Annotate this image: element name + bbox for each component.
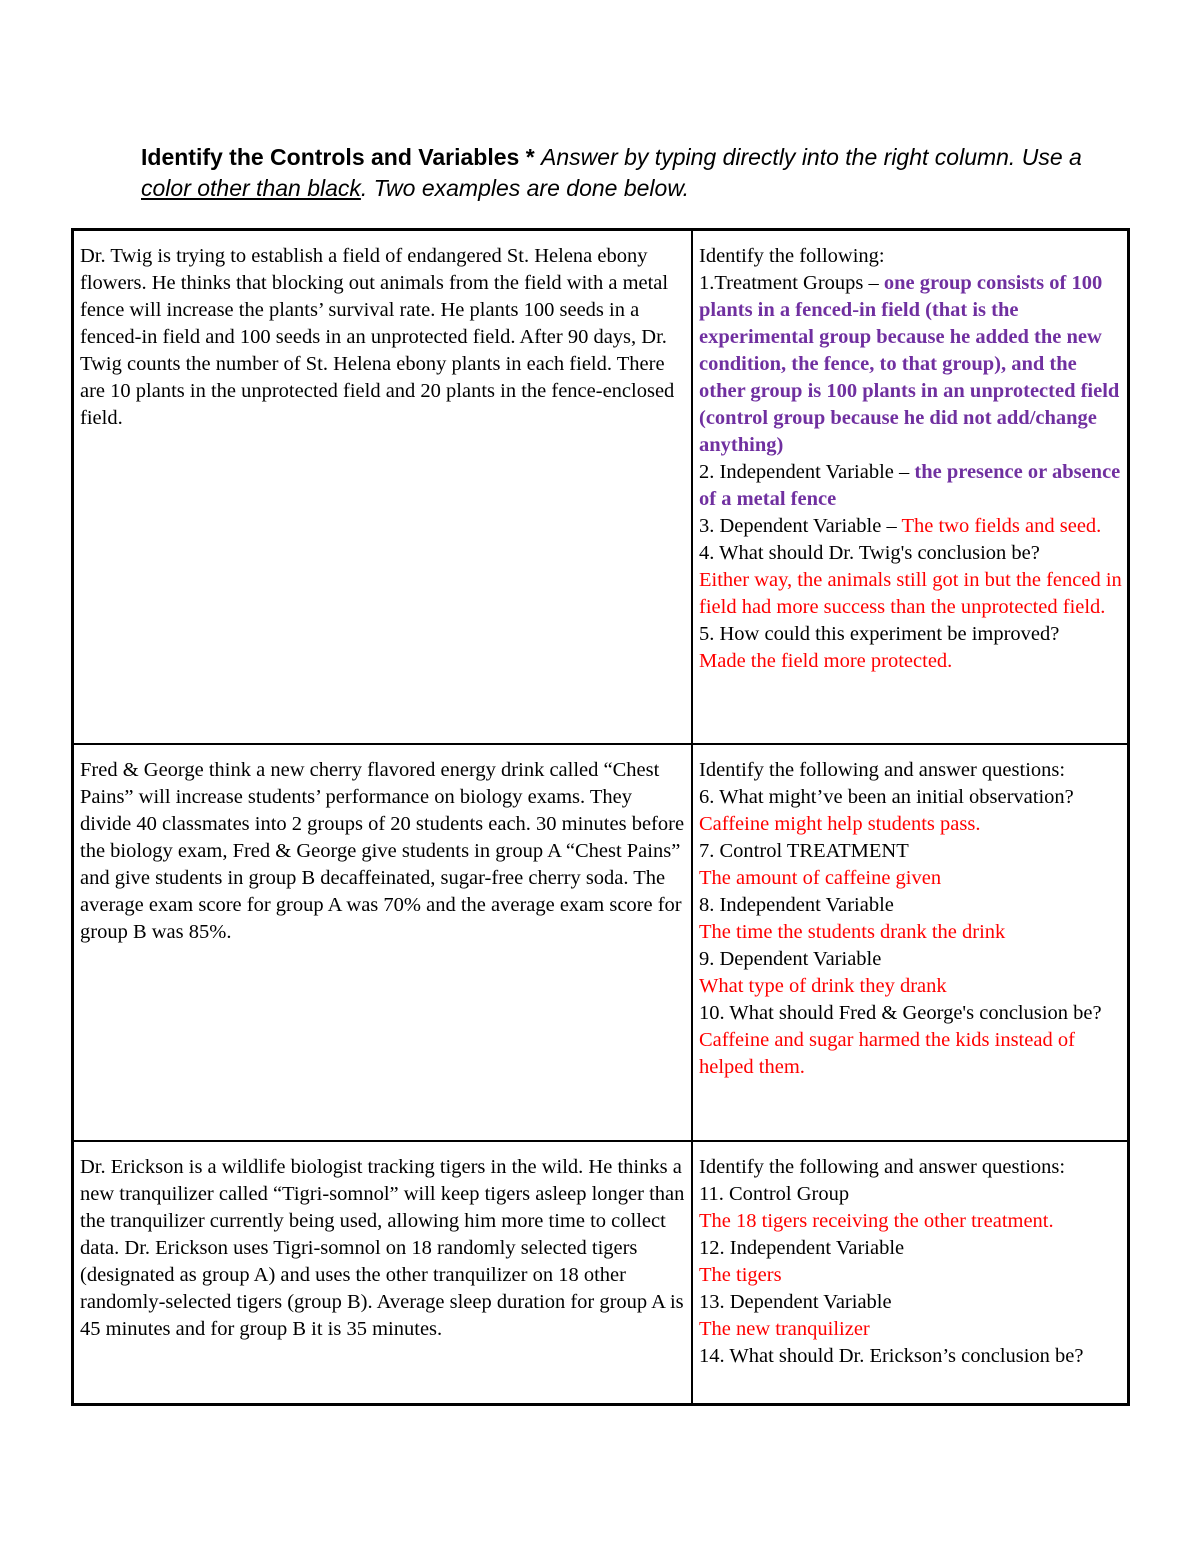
scenario-text: Dr. Erickson is a wildlife biologist tracking tigers in the wild. He thinks a new tranquilizer called “Tigri-somnol” will keep tigers asleep longer than the tranquilizer currently being used, allowing him more time to collect data. Dr. Erickson uses Tigri-somnol on 18 randomly selected tigers (designated as group A) and uses the other tranquilizer on 18 other randomly-selected tigers (group B). Average sleep duration for group A is 45 minutes and for group B it is 35 minutes. — [80, 1156, 685, 1340]
table-row — [73, 1141, 1129, 1405]
heading-instruction-2: . Two examples are done below. — [360, 175, 690, 201]
scenario-text: Fred & George think a new cherry flavored energy drink called “Chest Pains” will increase students’ performance on biology exams. They divide 40 classmates into 2 groups of 20 students each. 30 minutes before the biology exam, Fred & George give students in group A “Chest Pains” and give students in group B decaffeinated, sugar-free cherry soda. The average exam score for group A was 70% and the average exam score for group B was 85%. — [80, 759, 685, 943]
scenario-cell — [73, 1141, 693, 1405]
scenario-cell — [73, 744, 693, 1141]
answer-text[interactable]: The two fields and seed. — [901, 515, 1102, 537]
answer-text[interactable]: The time the students drank the drink — [699, 921, 1006, 943]
heading-star: * — [519, 144, 542, 170]
question-label: 2. Independent Variable – — [699, 461, 915, 483]
scenario-cell — [73, 230, 693, 745]
answer-text[interactable]: Made the field more protected. — [699, 650, 953, 672]
answer-text[interactable]: the presence or absence of a metal fence — [699, 461, 1121, 510]
answer-text[interactable]: Either way, the animals still got in but the fenced in field had more success than the unprotected field. — [699, 569, 1122, 618]
answer-text[interactable]: one group consists of 100 plants in a fenced-in field (that is the experimental group because he added the new condition, the fence, to that group), and the other group is 100 plants in an unprotected field (control group because he did not add/change anything) — [699, 272, 1120, 456]
answer-text[interactable]: The amount of caffeine given — [699, 867, 942, 889]
answer-cell[interactable] — [692, 1141, 1129, 1405]
question-label: 14. What should Dr. Erickson’s conclusion be? — [699, 1345, 1084, 1367]
answer-cell[interactable] — [692, 230, 1129, 745]
table-row — [73, 744, 1129, 1141]
heading-instruction-underlined: color other than black — [141, 175, 361, 201]
question-label: 1.Treatment Groups – — [699, 272, 884, 294]
question-label: 3. Dependent Variable – — [699, 515, 902, 537]
answer-intro: Identify the following and answer questions: — [699, 759, 1066, 781]
answer-text[interactable]: The new tranquilizer — [699, 1318, 870, 1340]
answer-text[interactable]: Caffeine might help students pass. — [699, 813, 981, 835]
question-label: 7. Control TREATMENT — [699, 840, 909, 862]
answer-text[interactable]: What type of drink they drank — [699, 975, 947, 997]
question-label: 9. Dependent Variable — [699, 948, 882, 970]
answer-text[interactable]: The 18 tigers receiving the other treatment. — [699, 1210, 1054, 1232]
worksheet-table — [71, 228, 1130, 1406]
worksheet-heading — [141, 142, 1101, 204]
question-label: 8. Independent Variable — [699, 894, 894, 916]
table-row — [73, 230, 1129, 745]
question-label: 12. Independent Variable — [699, 1237, 905, 1259]
scenario-text: Dr. Twig is trying to establish a field of endangered St. Helena ebony flowers. He thinks that blocking out animals from the field with a metal fence will increase the plants’ survival rate. He plants 100 seeds in a fenced-in field and 100 seeds in an unprotected field. After 90 days, Dr. Twig counts the number of St. Helena ebony plants in each field. There are 10 plants in the unprotected field and 20 plants in the fence-enclosed field. — [80, 245, 675, 429]
question-label: 5. How could this experiment be improved? — [699, 623, 1060, 645]
answer-text[interactable]: Caffeine and sugar harmed the kids instead of helped them. — [699, 1029, 1075, 1078]
question-label: 6. What might’ve been an initial observation? — [699, 786, 1074, 808]
question-label: 11. Control Group — [699, 1183, 850, 1205]
heading-instruction-1: Answer by typing directly into the right column. Use a — [541, 144, 1082, 170]
answer-intro: Identify the following: — [699, 245, 885, 267]
heading-title: Identify the Controls and Variables — [141, 144, 520, 170]
question-label: 13. Dependent Variable — [699, 1291, 892, 1313]
question-label: 4. What should Dr. Twig's conclusion be? — [699, 542, 1040, 564]
answer-cell[interactable] — [692, 744, 1129, 1141]
answer-text[interactable]: The tigers — [699, 1264, 782, 1286]
question-label: 10. What should Fred & George's conclusion be? — [699, 1002, 1102, 1024]
answer-intro: Identify the following and answer questions: — [699, 1156, 1066, 1178]
